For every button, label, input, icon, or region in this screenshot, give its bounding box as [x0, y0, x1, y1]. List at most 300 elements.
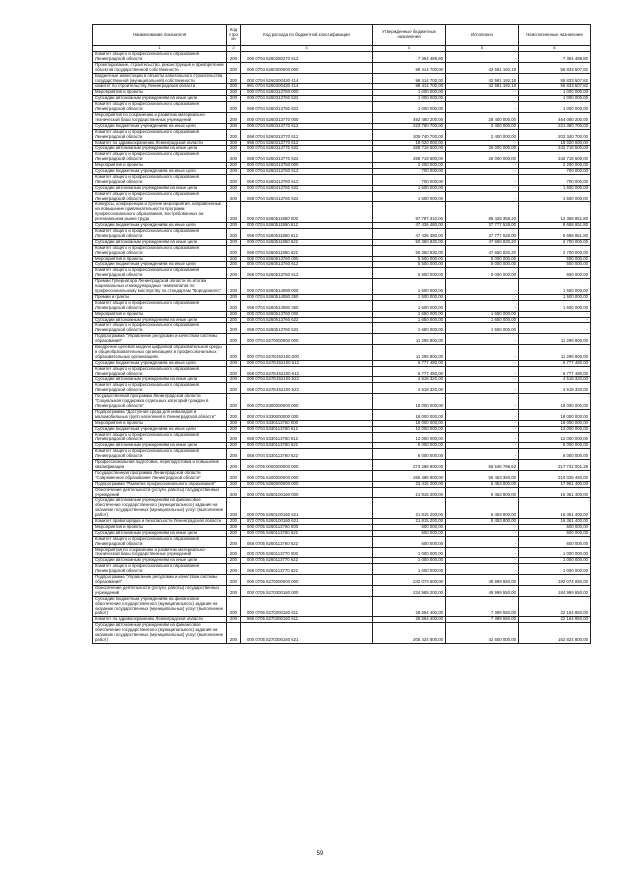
column-index: 2 — [227, 46, 241, 52]
row-approved: 1 000 000,00 — [373, 547, 446, 558]
row-unexecuted: 9 658 951,80 — [519, 223, 591, 229]
row-line-code: 200 — [227, 185, 241, 191]
row-approved: 6 777 480,00 — [373, 366, 446, 377]
row-budget-code: 000 0704 5260511950 612 — [241, 223, 373, 229]
row-executed: - — [446, 558, 519, 564]
column-index: 3 — [241, 46, 373, 52]
row-unexecuted: 12 000 000,00 — [519, 432, 591, 443]
row-line-code: 200 — [227, 112, 241, 123]
row-budget-code: 000 0704 5300000000 000 — [241, 394, 373, 410]
row-name: Внедрение целевой модели цифровой образовательной среды в общеобразовательных организациях и профессиональных образовательных организациях — [93, 345, 227, 361]
row-executed: - — [446, 530, 519, 536]
row-line-code: 200 — [227, 536, 241, 547]
row-executed: 42 581 192,18 — [446, 73, 519, 84]
row-executed: - — [446, 547, 519, 558]
row-line-code: 200 — [227, 96, 241, 102]
row-line-code: 200 — [227, 366, 241, 377]
row-executed: 47 650 830,20 — [446, 239, 519, 245]
row-line-code: 200 — [227, 262, 241, 268]
row-budget-code: 000 0704 5260514080 350 — [241, 294, 373, 300]
row-executed: 47 650 830,20 — [446, 245, 519, 256]
row-budget-code: 000 0705 5270300160 621 — [241, 623, 373, 644]
row-unexecuted: 203 340 700,00 — [519, 129, 591, 140]
row-approved: 223 760 700,00 — [373, 123, 446, 129]
row-line-code: 200 — [227, 617, 241, 623]
row-budget-code: 068 0704 5260413760 612 — [241, 174, 373, 185]
row-approved: 242 073 600,00 — [373, 575, 446, 586]
row-approved: 98 414 700,00 — [373, 73, 446, 84]
row-name: Подпрограмма "Управление ресурсами и качеством системы образования" — [93, 334, 227, 345]
row-line-code: 200 — [227, 229, 241, 240]
row-line-code: 200 — [227, 481, 241, 487]
row-budget-code: 000 0704 5330113760 622 — [241, 443, 373, 449]
row-executed: 7 399 550,00 — [446, 617, 519, 623]
row-budget-code: 068 0704 5260511950 622 — [241, 245, 373, 256]
row-line-code: 200 — [227, 524, 241, 530]
row-budget-code: 000 0704 5260511950 000 — [241, 202, 373, 223]
row-unexecuted: 16 361 400,00 — [519, 487, 591, 498]
row-approved: 5 500 000,00 — [373, 268, 446, 279]
row-executed: - — [446, 377, 519, 383]
row-budget-code: 000 0704 5260413760 622 — [241, 185, 373, 191]
row-approved: 18 020 000,00 — [373, 140, 446, 146]
row-unexecuted: 55 833 507,82 — [519, 62, 591, 73]
table-row — [93, 575, 591, 586]
row-executed: - — [446, 174, 519, 185]
row-line-code: 200 — [227, 345, 241, 361]
row-approved: 600 000,00 — [373, 536, 446, 547]
row-unexecuted: 1 000 000,00 — [519, 102, 591, 113]
row-line-code: 200 — [227, 279, 241, 295]
table-row — [93, 102, 591, 113]
row-approved: 23 415 200,00 — [373, 481, 446, 487]
row-approved: 18 000 000,00 — [373, 420, 446, 426]
row-line-code: 200 — [227, 223, 241, 229]
row-line-code: 200 — [227, 294, 241, 300]
row-approved: 29 564 400,00 — [373, 617, 446, 623]
row-line-code: 200 — [227, 377, 241, 383]
row-budget-code: 000 0704 5260513760 612 — [241, 262, 373, 268]
table-row — [93, 62, 591, 73]
header-indicator-name: Наименование показателя — [93, 25, 227, 46]
row-executed: - — [446, 102, 519, 113]
row-budget-code: 000 0705 0000000000 000 — [241, 460, 373, 471]
row-approved: 21 815 200,00 — [373, 519, 446, 525]
row-budget-code: 000 0704 5260413760 612 — [241, 169, 373, 175]
table-row — [93, 596, 591, 617]
row-executed: 5 453 800,00 — [446, 519, 519, 525]
row-unexecuted: 7 354 489,80 — [519, 52, 591, 63]
table-row — [93, 470, 591, 481]
row-budget-code: 986 0705 5270300160 611 — [241, 617, 373, 623]
header-approved: Утвержденные бюджетные назначения — [373, 25, 446, 46]
table-row — [93, 536, 591, 547]
row-name: Комитет общего и профессионального образования Ленинградской области — [93, 300, 227, 311]
row-name: Субсидии автономным учреждениям на финансовое обеспечение государственного (муниципального) задания на оказание государственных (муниципальных) услуг (выполнение работ) — [93, 623, 227, 644]
row-budget-code: 986 0704 5260313770 612 — [241, 140, 373, 146]
row-name: Субсидии автономным учреждениям на иные цели — [93, 96, 227, 102]
row-line-code: 200 — [227, 487, 241, 498]
row-executed: - — [446, 191, 519, 202]
row-name: Субсидии бюджетным учреждениям на иные цели — [93, 426, 227, 432]
row-name: Мероприятия и проекты — [93, 163, 227, 169]
row-approved: 600 000,00 — [373, 524, 446, 530]
row-name: Подпрограмма "Развитие профессионального образования" — [93, 481, 227, 487]
table-row — [93, 52, 591, 63]
column-index: 4 — [373, 46, 446, 52]
row-unexecuted: 1 500 000,00 — [519, 185, 591, 191]
row-line-code: 200 — [227, 123, 241, 129]
row-budget-code: 068 0705 5260113770 622 — [241, 564, 373, 575]
row-executed: - — [446, 449, 519, 460]
row-executed: 7 399 550,00 — [446, 596, 519, 617]
row-approved: 5 500 000,00 — [373, 256, 446, 262]
budget-execution-table — [92, 24, 591, 644]
row-approved: 4 518 320,00 — [373, 377, 446, 383]
row-approved: 50 350 830,00 — [373, 245, 446, 256]
row-name: Мероприятия по сохранению и развитию материально-технической базы государственных учреждений — [93, 547, 227, 558]
row-unexecuted: 464 080 200,00 — [519, 112, 591, 123]
row-budget-code: 068 0705 5260113760 622 — [241, 536, 373, 547]
row-executed: 42 600 000,00 — [446, 623, 519, 644]
row-budget-code: 000 0705 5200000000 000 — [241, 470, 373, 481]
table-row — [93, 152, 591, 163]
row-approved: 700 000,00 — [373, 169, 446, 175]
row-name: Субсидии автономным учреждениям на финансовое обеспечение государственного (муниципального) задания на оказание государственных (муниципальных) услуг (выполнение работ) — [93, 498, 227, 519]
row-unexecuted: 18 020 000,00 — [519, 140, 591, 146]
row-line-code: 200 — [227, 426, 241, 432]
row-executed: 5 453 800,00 — [446, 487, 519, 498]
row-executed: 5 453 800,00 — [446, 498, 519, 519]
row-executed: 1 650 000,00 — [446, 317, 519, 323]
row-approved: 6 000 000,00 — [373, 449, 446, 460]
row-unexecuted: 1 000 000,00 — [519, 547, 591, 558]
row-unexecuted: 18 000 000,00 — [519, 394, 591, 410]
row-name: Субсидии автономным учреждениям на иные цели — [93, 146, 227, 152]
row-line-code: 200 — [227, 623, 241, 644]
row-budget-code: 000 0704 5260313770 000 — [241, 112, 373, 123]
row-budget-code: 000 0705 5260113770 622 — [241, 558, 373, 564]
row-name: Субсидии автономным учреждениям на иные цели — [93, 377, 227, 383]
table-row — [93, 564, 591, 575]
row-budget-code: 000 0704 5260300430 414 — [241, 73, 373, 84]
row-executed: 49 999 550,00 — [446, 585, 519, 596]
row-unexecuted: 210 035 450,00 — [519, 470, 591, 481]
row-approved: 11 295 800,00 — [373, 334, 446, 345]
row-approved: 1 000 000,00 — [373, 564, 446, 575]
row-executed: - — [446, 360, 519, 366]
row-line-code: 200 — [227, 256, 241, 262]
row-line-code: 200 — [227, 394, 241, 410]
row-line-code: 200 — [227, 470, 241, 481]
row-approved: 47 436 480,00 — [373, 223, 446, 229]
row-executed: 2 400 000,00 — [446, 129, 519, 140]
table-row — [93, 366, 591, 377]
row-unexecuted: 2 200 000,00 — [519, 163, 591, 169]
row-unexecuted: 16 361 400,00 — [519, 498, 591, 519]
row-line-code: 200 — [227, 443, 241, 449]
row-unexecuted: 9 658 951,80 — [519, 229, 591, 240]
row-line-code: 200 — [227, 547, 241, 558]
row-name: Конкурсы, конференции и прочие мероприятия, направленные на повышение привлекательности программ профессионального образования, востребованных на региональном рынке труда — [93, 202, 227, 223]
row-name: Субсидии бюджетным учреждениям на иные цели — [93, 360, 227, 366]
row-executed: 42 581 192,18 — [446, 62, 519, 73]
table-row — [93, 191, 591, 202]
row-name: Профессиональная подготовка, переподготовка и повышение квалификации — [93, 460, 227, 471]
row-approved: 7 354 489,80 — [373, 52, 446, 63]
row-executed: 85 428 359,20 — [446, 202, 519, 223]
column-index: 6 — [519, 46, 591, 52]
row-approved: 98 414 700,00 — [373, 84, 446, 90]
row-executed: 42 581 192,18 — [446, 84, 519, 90]
row-name: Комитет общего и профессионального образования Ленинградской области — [93, 245, 227, 256]
row-line-code: 200 — [227, 564, 241, 575]
row-unexecuted: 1 500 000,00 — [519, 279, 591, 295]
row-name: Комитет общего и профессионального образования Ленинградской области — [93, 102, 227, 113]
row-approved: 50 350 830,00 — [373, 239, 446, 245]
table-body — [93, 52, 591, 644]
row-executed: - — [446, 90, 519, 96]
row-budget-code: 000 0704 5260280270 612 — [241, 52, 373, 63]
row-budget-code: 000 0704 5330113760 000 — [241, 420, 373, 426]
row-name: Обеспечение деятельности (услуги, работы) государственных учреждений — [93, 585, 227, 596]
row-name: Комитет по здравоохранению Ленинградской области — [93, 140, 227, 146]
row-unexecuted: 1 000 000,00 — [519, 564, 591, 575]
table-row — [93, 300, 591, 311]
row-name: Субсидии бюджетным учреждениям на иные цели — [93, 223, 227, 229]
row-budget-code: 000 0704 5330113760 612 — [241, 426, 373, 432]
row-executed: 26 000 000,00 — [446, 152, 519, 163]
row-unexecuted: 18 000 000,00 — [519, 409, 591, 420]
row-line-code: 200 — [227, 596, 241, 617]
row-name: Премии Губернатора Ленинградской области по итогам национальных и международных чемпионатов по профессиональному мастерству по стандартам "Ворлдскиллс" — [93, 279, 227, 295]
row-name: Проектирование, строительство, реконструкция и приобретение объектов государственной собственности — [93, 62, 227, 73]
row-approved: 205 740 700,00 — [373, 129, 446, 140]
row-unexecuted: 242 719 500,00 — [519, 152, 591, 163]
row-line-code: 200 — [227, 239, 241, 245]
row-line-code: 200 — [227, 163, 241, 169]
row-budget-code: 000 0704 5260514080 000 — [241, 279, 373, 295]
row-name: Комитет по здравоохранению Ленинградской области — [93, 617, 227, 623]
row-approved: 273 288 800,00 — [373, 460, 446, 471]
row-line-code: 200 — [227, 268, 241, 279]
page-number: 59 — [316, 851, 324, 857]
row-executed: - — [446, 409, 519, 420]
row-name: Комитет общего и профессионального образования Ленинградской области — [93, 366, 227, 377]
row-approved: 1 650 000,00 — [373, 311, 446, 317]
row-line-code: 200 — [227, 62, 241, 73]
row-executed: 5 453 800,00 — [446, 481, 519, 487]
row-name: Комитет общего и профессионального образования Ленинградской области — [93, 383, 227, 394]
row-executed: 37 777 528,00 — [446, 229, 519, 240]
row-executed: 1 650 000,00 — [446, 311, 519, 317]
row-budget-code: 000 0705 5260000000 000 — [241, 481, 373, 487]
row-unexecuted: 184 989 650,00 — [519, 585, 591, 596]
row-name: Субсидии автономным учреждениям на иные цели — [93, 443, 227, 449]
header-unexecuted: Неисполненные назначения — [519, 25, 591, 46]
row-unexecuted: 6 777 480,00 — [519, 360, 591, 366]
row-budget-code: 000 0704 527E452100 622 — [241, 377, 373, 383]
table-row — [93, 547, 591, 558]
table-row — [93, 432, 591, 443]
row-executed: 55 453 350,00 — [446, 470, 519, 481]
row-name: Субсидии автономным учреждениям на иные цели — [93, 317, 227, 323]
row-line-code: 200 — [227, 140, 241, 146]
row-budget-code: 000 0705 5260113760 622 — [241, 530, 373, 536]
row-unexecuted: 700 000,00 — [519, 169, 591, 175]
row-unexecuted: 2 700 000,00 — [519, 245, 591, 256]
row-approved: 492 480 200,00 — [373, 112, 446, 123]
row-name: Комитет правопорядка и безопасности Ленинградской области — [93, 519, 227, 525]
row-name: Мероприятия и проекты — [93, 256, 227, 262]
row-executed: - — [446, 443, 519, 449]
row-executed: 49 999 550,00 — [446, 575, 519, 586]
row-name: Государственная программа Ленинградской области "Современное образование Ленинградской области" — [93, 470, 227, 481]
row-unexecuted: - — [519, 317, 591, 323]
row-approved: 1 650 000,00 — [373, 317, 446, 323]
row-name: Премии и гранты — [93, 294, 227, 300]
row-name: Субсидии автономным учреждениям на иные цели — [93, 239, 227, 245]
row-approved: 6 777 480,00 — [373, 360, 446, 366]
row-name: Субсидии автономным учреждениям на иные цели — [93, 185, 227, 191]
row-unexecuted: 55 833 507,82 — [519, 73, 591, 84]
table-row — [93, 623, 591, 644]
row-budget-code: 000 0704 5260613760 000 — [241, 311, 373, 317]
row-unexecuted: 1 000 000,00 — [519, 96, 591, 102]
row-executed: 5 000 000,00 — [446, 262, 519, 268]
row-unexecuted: 22 164 850,00 — [519, 596, 591, 617]
row-unexecuted: 17 961 400,00 — [519, 481, 591, 487]
row-line-code: 200 — [227, 300, 241, 311]
row-budget-code: 000 0704 5260413760 000 — [241, 163, 373, 169]
row-name: Субсидии автономным учреждениям на иные цели — [93, 558, 227, 564]
row-budget-code: 000 0705 5260100160 000 — [241, 487, 373, 498]
row-budget-code: 000 0705 5270300160 611 — [241, 596, 373, 617]
row-budget-code: 000 0704 5260513760 000 — [241, 256, 373, 262]
row-unexecuted: 18 000 000,00 — [519, 420, 591, 426]
table-row — [93, 383, 591, 394]
row-unexecuted: 6 777 480,00 — [519, 366, 591, 377]
row-name: Комитет общего и профессионального образования Ленинградской области — [93, 52, 227, 63]
row-name: Подпрограмма "Доступная среда для инвалидов и маломобильных групп населения в Ленинградской области" — [93, 409, 227, 420]
row-unexecuted: - — [519, 311, 591, 317]
row-name: Мероприятия и проекты — [93, 420, 227, 426]
row-line-code: 200 — [227, 129, 241, 140]
row-executed: 28 400 000,00 — [446, 112, 519, 123]
row-name: Подпрограмма "Управление ресурсами и качеством системы образования" — [93, 575, 227, 586]
row-executed: - — [446, 140, 519, 146]
row-unexecuted: 4 518 320,00 — [519, 377, 591, 383]
row-budget-code: 068 0704 5260313760 622 — [241, 102, 373, 113]
row-executed: - — [446, 163, 519, 169]
row-unexecuted: 1 500 000,00 — [519, 300, 591, 311]
row-approved: 2 200 000,00 — [373, 163, 446, 169]
header-line-code: Код стро ки — [227, 25, 241, 46]
row-approved: 21 815 200,00 — [373, 498, 446, 519]
row-budget-code: 000 0704 5260313760 000 — [241, 90, 373, 96]
row-budget-code: 068 0704 5260613760 622 — [241, 323, 373, 334]
row-name: Субсидии бюджетным учреждениям на иные цели — [93, 169, 227, 175]
row-approved: 21 815 200,00 — [373, 487, 446, 498]
row-approved: 29 564 400,00 — [373, 596, 446, 617]
row-line-code: 200 — [227, 102, 241, 113]
row-executed: - — [446, 185, 519, 191]
row-line-code: 200 — [227, 146, 241, 152]
table-row — [93, 498, 591, 519]
row-unexecuted: 6 000 000,00 — [519, 443, 591, 449]
row-executed: - — [446, 432, 519, 443]
row-unexecuted: 500 000,00 — [519, 268, 591, 279]
row-budget-code: 068 0704 5330113760 612 — [241, 432, 373, 443]
row-executed: 37 777 528,00 — [446, 223, 519, 229]
row-executed: - — [446, 300, 519, 311]
row-executed: 2 400 000,00 — [446, 123, 519, 129]
row-budget-code: 000 0704 5260300000 000 — [241, 62, 373, 73]
row-budget-code: 000 0705 5260100160 621 — [241, 498, 373, 519]
row-approved: 265 488 800,00 — [373, 470, 446, 481]
row-line-code: 200 — [227, 558, 241, 564]
row-approved: 1 000 000,00 — [373, 96, 446, 102]
row-line-code: 200 — [227, 519, 241, 525]
row-approved: 12 000 000,00 — [373, 432, 446, 443]
table-row — [93, 409, 591, 420]
table-row — [93, 245, 591, 256]
row-budget-code: 068 0704 5260413760 622 — [241, 191, 373, 202]
table-row — [93, 449, 591, 460]
row-name: Обеспечение деятельности (услуги, работы) государственных учреждений — [93, 487, 227, 498]
row-executed: - — [446, 564, 519, 575]
row-unexecuted: 6 000 000,00 — [519, 449, 591, 460]
row-approved: 18 000 000,00 — [373, 394, 446, 410]
row-approved: 6 000 000,00 — [373, 443, 446, 449]
row-unexecuted: 4 518 320,00 — [519, 383, 591, 394]
row-budget-code: 000 0705 5260113760 000 — [241, 524, 373, 530]
header-budget-code: Код расхода по бюджетной классификации — [241, 25, 373, 46]
table-row — [93, 112, 591, 123]
row-executed: - — [446, 366, 519, 377]
table-header-row — [93, 25, 591, 46]
row-budget-code: 000 0705 5270300160 000 — [241, 585, 373, 596]
row-line-code: 200 — [227, 575, 241, 586]
row-unexecuted: 192 074 050,00 — [519, 575, 591, 586]
row-budget-code: 068 0704 5260313770 612 — [241, 129, 373, 140]
row-name: Комитет общего и профессионального образования Ленинградской области — [93, 268, 227, 279]
row-executed: 26 000 000,00 — [446, 146, 519, 152]
row-unexecuted: 500 000,00 — [519, 262, 591, 268]
row-unexecuted: 2 700 000,00 — [519, 239, 591, 245]
row-approved: 1 000 000,00 — [373, 90, 446, 96]
row-approved: 1 500 000,00 — [373, 300, 446, 311]
row-budget-code: 000 0704 5260511950 622 — [241, 239, 373, 245]
row-unexecuted: 700 000,00 — [519, 174, 591, 185]
row-approved: 18 000 000,00 — [373, 409, 446, 420]
table-row — [93, 279, 591, 295]
row-approved: 12 000 000,00 — [373, 426, 446, 432]
table-row — [93, 345, 591, 361]
row-unexecuted: 500 000,00 — [519, 256, 591, 262]
row-approved: 1 500 000,00 — [373, 294, 446, 300]
row-unexecuted: 600 000,00 — [519, 524, 591, 530]
row-line-code: 200 — [227, 530, 241, 536]
row-line-code: 200 — [227, 317, 241, 323]
row-approved: 1 500 000,00 — [373, 191, 446, 202]
row-name: Комитет общего и профессионального образования Ленинградской области — [93, 449, 227, 460]
row-approved: 700 000,00 — [373, 174, 446, 185]
row-executed: - — [446, 96, 519, 102]
table-row — [93, 487, 591, 498]
row-name: Субсидии автономным учреждениям на иные цели — [93, 530, 227, 536]
table-row — [93, 394, 591, 410]
